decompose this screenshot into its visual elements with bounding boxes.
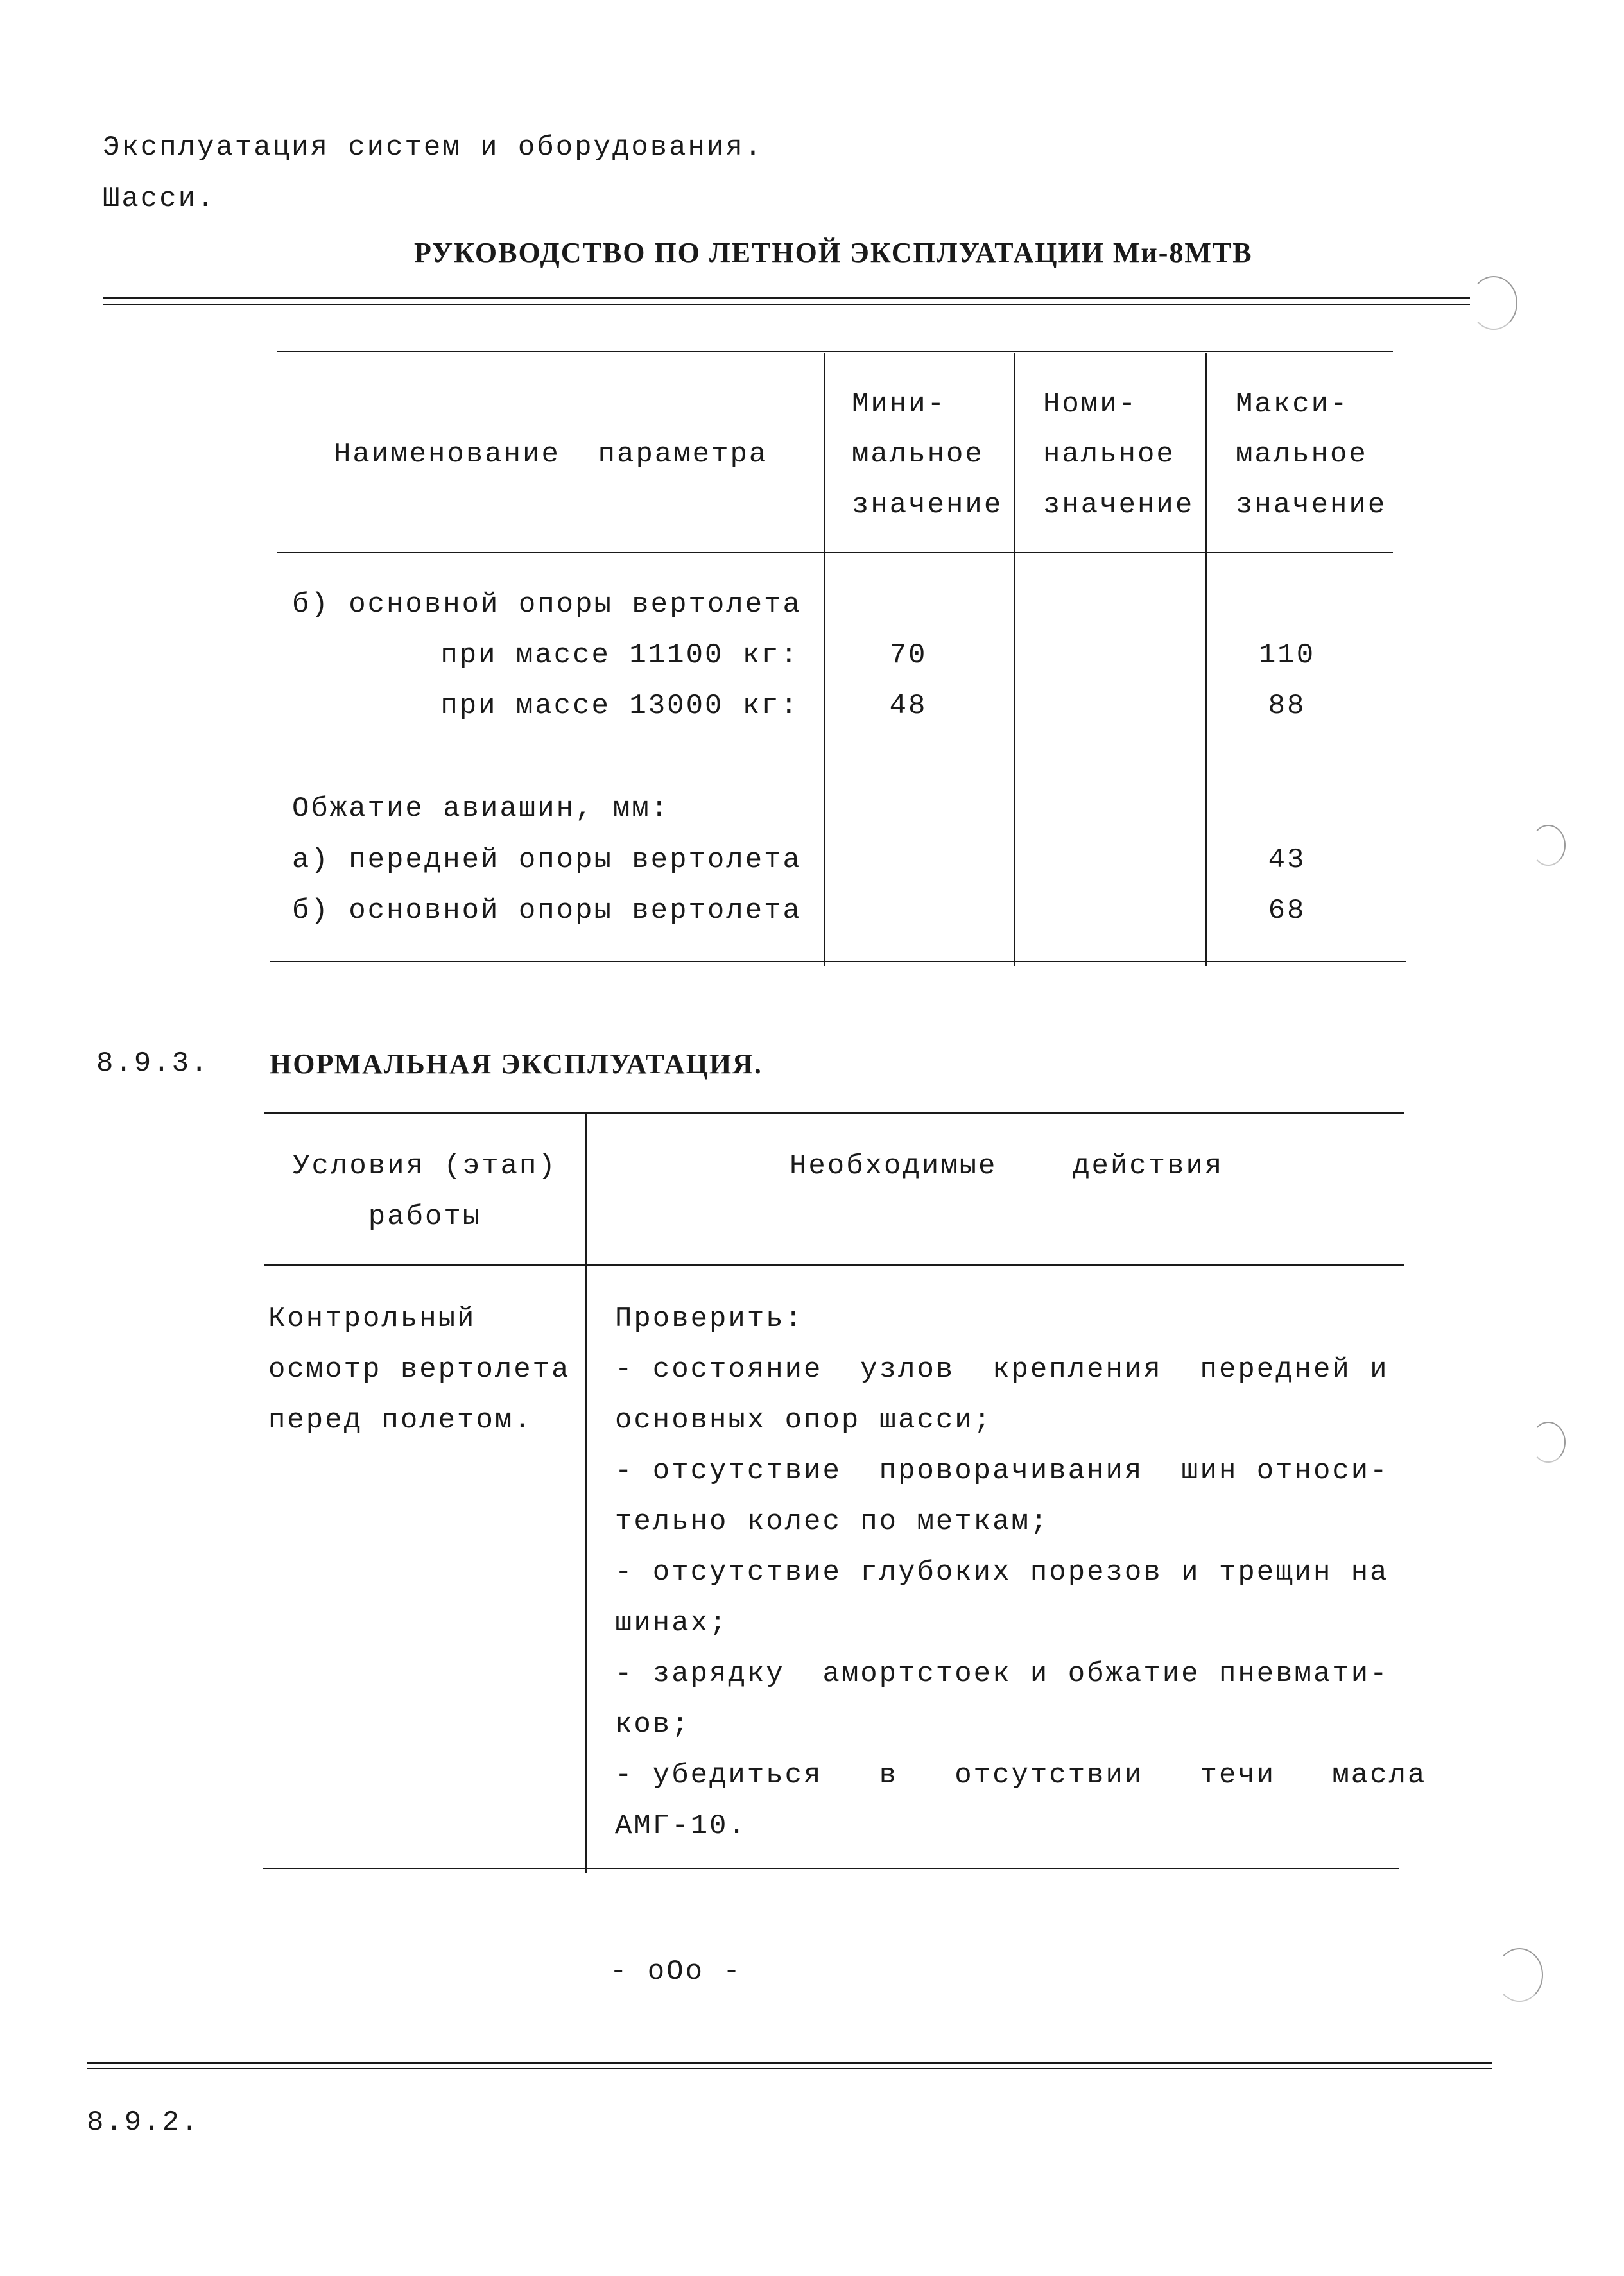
param-header-max-1: Макси-	[1236, 388, 1349, 420]
param-header-min-2: мальное	[852, 438, 984, 470]
param-table-top-rule	[277, 351, 1393, 352]
param-row-name: б) основной опоры вертолета	[292, 895, 802, 927]
ops-action-line: основных опор шасси;	[615, 1404, 993, 1436]
ops-table-header-rule	[264, 1264, 1404, 1266]
section-number: 8.9.3.	[96, 1047, 210, 1080]
param-row-name: Обжатие авиашин, мм:	[292, 793, 670, 825]
param-header-min-1: Мини-	[852, 388, 947, 420]
param-header-nom-1: Номи-	[1043, 388, 1138, 420]
binder-hole-icon	[1531, 825, 1566, 866]
param-row-min: 48	[889, 690, 928, 722]
ops-action-line: Проверить:	[615, 1303, 804, 1335]
header-rule-top	[103, 297, 1470, 299]
param-header-max-3: значение	[1236, 489, 1387, 521]
ops-table-top-rule	[264, 1112, 1404, 1114]
ops-action-line: ков;	[615, 1709, 691, 1741]
param-row-min: 70	[889, 639, 928, 671]
param-row-max: 43	[1268, 844, 1306, 876]
ops-action-line: - убедиться в отсутствии течи масла	[615, 1759, 1427, 1791]
ops-action-line: АМГ-10.	[615, 1810, 747, 1842]
ops-action-line: тельно колес по меткам;	[615, 1506, 1050, 1538]
param-row-max: 88	[1268, 690, 1306, 722]
param-row-max: 68	[1268, 895, 1306, 927]
section-title: НОРМАЛЬНАЯ ЭКСПЛУАТАЦИЯ.	[270, 1048, 763, 1080]
param-table-header-rule	[277, 552, 1393, 553]
header-line1: Эксплуатация систем и оборудования.	[103, 132, 764, 164]
param-table-divider	[1014, 353, 1015, 966]
ops-condition-line: осмотр вертолета	[268, 1354, 571, 1386]
binder-hole-icon	[1496, 1948, 1543, 2002]
ops-action-line: шинах;	[615, 1607, 729, 1639]
param-row-max: 110	[1258, 639, 1316, 671]
param-header-nom-2: нальное	[1043, 438, 1175, 470]
ops-action-line: - состояние узлов крепления передней и	[615, 1354, 1389, 1386]
page-number: 8.9.2.	[87, 2107, 200, 2139]
end-mark: - оОо -	[610, 1956, 742, 1988]
binder-hole-icon	[1470, 276, 1517, 330]
header-line2: Шасси.	[103, 183, 216, 215]
param-table-divider	[824, 353, 825, 966]
ops-action-line: - отсутствие проворачивания шин относи-	[615, 1455, 1389, 1487]
param-header-max-2: мальное	[1236, 438, 1368, 470]
footer-rule-bottom	[87, 2068, 1492, 2069]
header-rule-bottom	[103, 304, 1470, 305]
param-table-bottom-rule	[270, 961, 1406, 962]
param-header-name: Наименование параметра	[334, 438, 768, 470]
param-header-nom-3: значение	[1043, 489, 1195, 521]
param-header-min-3: значение	[852, 489, 1003, 521]
param-row-name: при массе 13000 кг:	[440, 690, 799, 722]
param-row-name: а) передней опоры вертолета	[292, 844, 802, 876]
param-row-name: б) основной опоры вертолета	[292, 589, 802, 621]
ops-table-bottom-rule	[263, 1868, 1399, 1869]
footer-rule-top	[87, 2062, 1492, 2064]
ops-condition-line: перед полетом.	[268, 1404, 533, 1436]
binder-hole-icon	[1531, 1422, 1566, 1463]
param-row-name: при массе 11100 кг:	[440, 639, 799, 671]
ops-header-condition-1: Условия (этап)	[293, 1150, 557, 1182]
ops-table-divider	[585, 1112, 587, 1873]
ops-action-line: - зарядку амортстоек и обжатие пневмати-	[615, 1658, 1389, 1690]
manual-title: РУКОВОДСТВО ПО ЛЕТНОЙ ЭКСПЛУАТАЦИИ Ми-8МТВ	[414, 237, 1253, 268]
ops-action-line: - отсутствие глубоких порезов и трещин на	[615, 1556, 1389, 1589]
ops-header-condition-2: работы	[368, 1201, 482, 1233]
ops-header-actions: Необходимые действия	[790, 1150, 1224, 1182]
ops-condition-line: Контрольный	[268, 1303, 476, 1335]
